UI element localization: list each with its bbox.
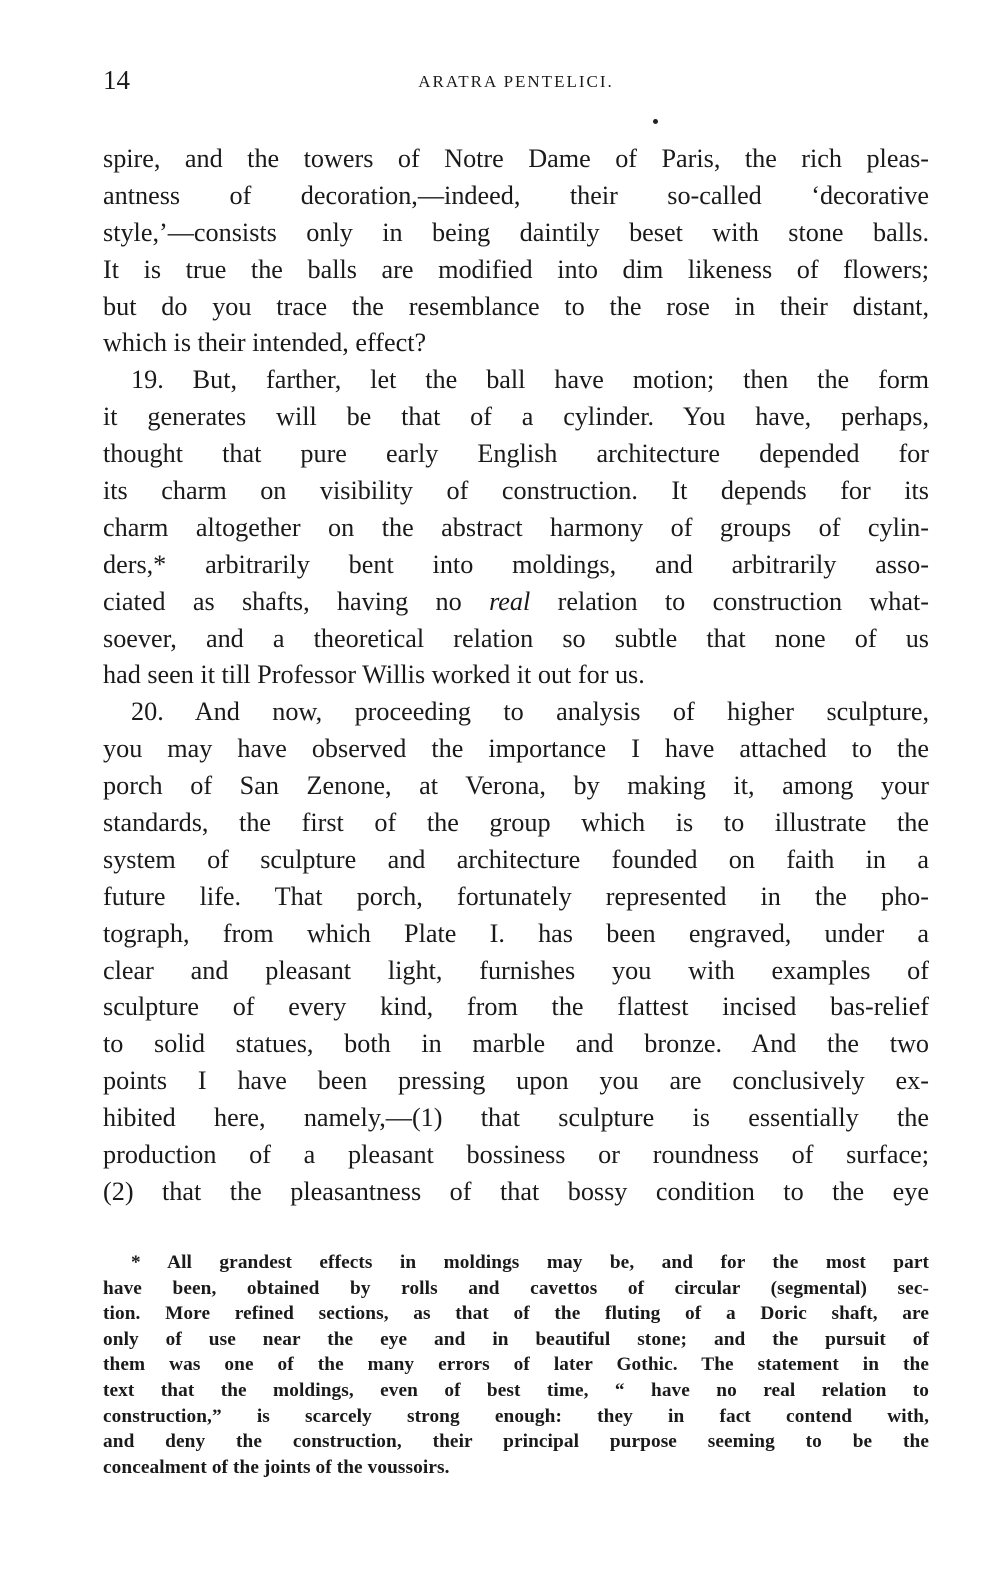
text-line: points I have been pressing upon you are conclusively ex- xyxy=(103,1066,929,1096)
text-line: it generates will be that of a cylinder. You have, perhaps, xyxy=(103,402,929,432)
text-segment: ciated as shafts, having no xyxy=(103,586,490,616)
text-line: charm altogether on the abstract harmony of groups of cylin- xyxy=(103,512,929,542)
text-line: system of sculpture and architecture founded on faith in a xyxy=(103,844,929,874)
running-title: ARATRA PENTELICI. xyxy=(418,72,614,91)
text-line: but do you trace the resemblance to the rose in their distant, xyxy=(103,291,929,321)
print-speck xyxy=(653,119,658,124)
text-line: ders,* arbitrarily bent into moldings, and arbitrarily asso- xyxy=(103,549,929,579)
text-line: hibited here, namely,—(1) that sculpture is essentially the xyxy=(103,1103,929,1133)
footnote-line: have been, obtained by rolls and cavettos of circular (segmental) sec- xyxy=(103,1277,929,1299)
footnote xyxy=(103,1250,929,1480)
text-line: which is their intended, effect? xyxy=(103,328,427,358)
text-line: clear and pleasant light, furnishes you with examples of xyxy=(103,955,929,985)
text-line: It is true the balls are modified into dim likeness of flowers; xyxy=(103,254,929,284)
text-line: production of a pleasant bossiness or roundness of surface; xyxy=(103,1140,929,1170)
page-header xyxy=(103,60,929,100)
footnote-line: tion. More refined sections, as that of the fluting of a Doric shaft, are xyxy=(103,1303,929,1325)
page-number: 14 xyxy=(103,65,130,95)
main-text xyxy=(103,141,929,1211)
footnote-line: and deny the construction, their principal purpose seeming to be the xyxy=(103,1431,929,1453)
paragraph-20-start: 20. And now, proceeding to analysis of higher sculpture, xyxy=(131,697,929,727)
italic-word: real xyxy=(489,586,531,616)
text-segment: relation to construction what- xyxy=(530,586,930,616)
text-line: spire, and the towers of Notre Dame of Paris, the rich pleas- xyxy=(103,144,929,173)
text-line: its charm on visibility of construction. It depends for its xyxy=(103,476,929,506)
footnote-line: them was one of the many errors of later Gothic. The statement in the xyxy=(103,1354,929,1376)
text-line: standards, the first of the group which is to illustrate the xyxy=(103,808,929,838)
text-line: porch of San Zenone, at Verona, by making it, among your xyxy=(103,771,929,801)
text-line: antness of decoration,—indeed, their so-called ‘decorative xyxy=(103,180,929,210)
paragraph-19-start: 19. But, farther, let the ball have motion; then the form xyxy=(131,365,929,395)
text-line: to solid statues, both in marble and bronze. And the two xyxy=(103,1029,929,1059)
text-line: sculpture of every kind, from the flattest incised bas-relief xyxy=(103,992,929,1022)
text-line: thought that pure early English architecture depended for xyxy=(103,439,929,469)
footnote-line: concealment of the joints of the voussoirs. xyxy=(103,1456,450,1478)
text-line: tograph, from which Plate I. has been engraved, under a xyxy=(103,918,929,948)
text-line: (2) that the pleasantness of that bossy condition to the eye xyxy=(103,1176,929,1206)
text-line-with-italic xyxy=(103,584,929,621)
footnote-line: construction,” is scarcely strong enough: they in fact contend with, xyxy=(103,1405,929,1427)
text-line: style,’—consists only in being daintily beset with stone balls. xyxy=(103,217,929,247)
text-line: soever, and a theoretical relation so subtle that none of us xyxy=(103,623,929,653)
footnote-line: * All grandest effects in moldings may be, and for the most part xyxy=(131,1252,929,1273)
text-line: you may have observed the importance I have attached to the xyxy=(103,734,929,764)
footnote-line: text that the moldings, even of best time, “ have no real relation to xyxy=(103,1379,929,1401)
text-line: future life. That porch, fortunately represented in the pho- xyxy=(103,881,929,911)
footnote-line: only of use near the eye and in beautiful stone; and the pursuit of xyxy=(103,1328,929,1350)
text-line: had seen it till Professor Willis worked it out for us. xyxy=(103,660,645,690)
